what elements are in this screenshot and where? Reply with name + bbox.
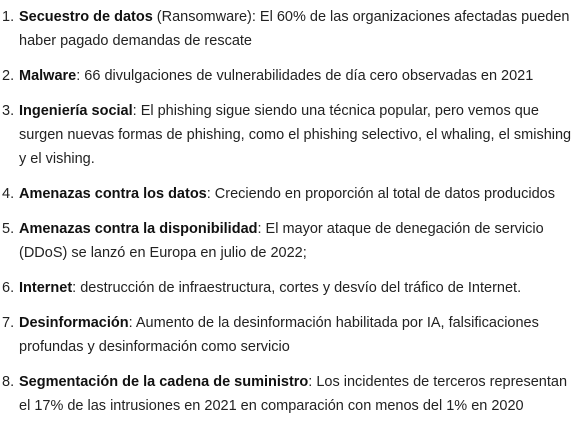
list-item <box>2 276 580 300</box>
item-description: : 66 divulgaciones de vulnerabilidades de día cero observadas en 2021 <box>76 68 534 84</box>
list-item <box>2 182 580 206</box>
item-term: Internet <box>19 280 73 296</box>
item-description: : El phishing sigue siendo una técnica popular, pero vemos que surgen nuevas formas de phishing, como el phishing selectivo, el whaling, el smishing y el vishing. <box>19 103 572 167</box>
list-item <box>2 5 580 53</box>
item-number: 1. <box>2 9 15 25</box>
item-number: 5. <box>2 221 15 237</box>
item-term: Segmentación de la cadena de suministro <box>19 374 309 390</box>
list-item <box>2 370 580 418</box>
item-content <box>18 182 580 206</box>
item-term: Desinformación <box>19 315 129 331</box>
item-term: Ingeniería social <box>19 103 133 119</box>
item-content <box>18 64 580 88</box>
item-description: : Creciendo en proporción al total de datos producidos <box>206 186 555 202</box>
list-item <box>2 217 580 265</box>
item-description: : Los incidentes de terceros representan el 17% de las intrusiones en 2021 en comparación con menos del 1% en 2020 <box>19 374 568 414</box>
item-description: : destrucción de infraestructura, cortes y desvío del tráfico de Internet. <box>72 280 522 296</box>
item-number: 6. <box>2 280 15 296</box>
item-content <box>18 370 580 418</box>
item-number: 7. <box>2 315 15 331</box>
item-content <box>18 276 580 300</box>
item-number: 4. <box>2 186 15 202</box>
list-item <box>2 311 580 359</box>
item-term: Secuestro de datos <box>19 9 153 25</box>
item-number: 8. <box>2 374 15 390</box>
item-description: (Ransomware): El 60% de las organizaciones afectadas pueden haber pagado demandas de rescate <box>19 9 570 49</box>
item-content <box>18 311 580 359</box>
item-term: Amenazas contra los datos <box>19 186 207 202</box>
item-content <box>18 5 580 53</box>
item-description: : El mayor ataque de denegación de servicio (DDoS) se lanzó en Europa en julio de 2022; <box>19 221 544 261</box>
item-number: 3. <box>2 103 15 119</box>
item-content <box>18 99 580 171</box>
item-term: Malware <box>19 68 77 84</box>
list-item <box>2 99 580 171</box>
list-item <box>2 64 580 88</box>
item-number: 2. <box>2 68 15 84</box>
item-content <box>18 217 580 265</box>
item-description: : Aumento de la desinformación habilitada por IA, falsificaciones profundas y desinformación como servicio <box>19 315 539 355</box>
item-term: Amenazas contra la disponibilidad <box>19 221 258 237</box>
